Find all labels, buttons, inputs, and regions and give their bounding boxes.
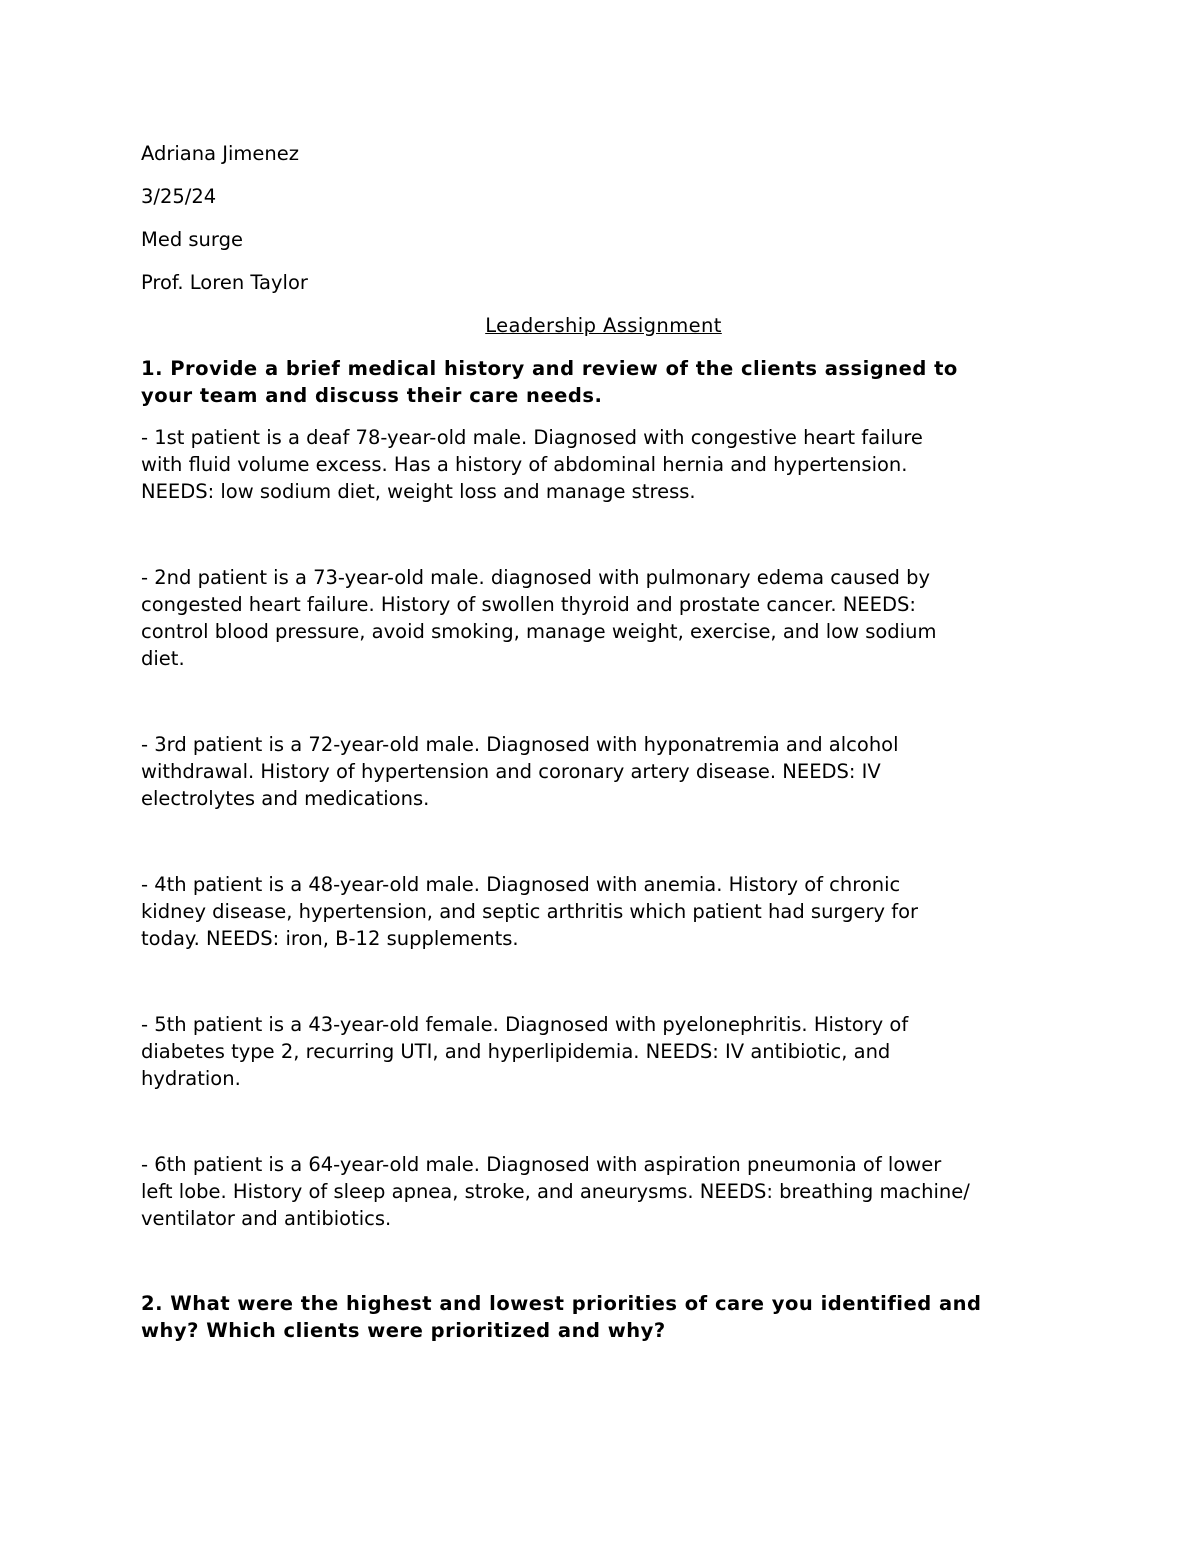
paragraph-line: hydration. [141,1067,241,1090]
patient-6-paragraph [141,1151,1066,1232]
paragraph-line: left lobe. History of sleep apnea, stroke, and aneurysms. NEEDS: breathing machine/ [141,1180,970,1203]
paragraph-line: diabetes type 2, recurring UTI, and hyperlipidemia. NEEDS: IV antibiotic, and [141,1040,891,1063]
paragraph-line: congested heart failure. History of swollen thyroid and prostate cancer. NEEDS: [141,593,916,616]
document-title: Leadership Assignment [485,314,722,337]
paragraph-line: - 4th patient is a 48-year-old male. Diagnosed with anemia. History of chronic [141,873,901,896]
paragraph-line: ventilator and antibiotics. [141,1207,392,1230]
course-name: Med surge [141,228,243,251]
paragraph-line: diet. [141,647,185,670]
question-2-line: 2. What were the highest and lowest priorities of care you identified and [141,1292,982,1315]
student-name: Adriana Jimenez [141,142,300,165]
patient-3-paragraph [141,731,1066,812]
paragraph-line: with fluid volume excess. Has a history of abdominal hernia and hypertension. [141,453,908,476]
paragraph-line: - 1st patient is a deaf 78-year-old male. Diagnosed with congestive heart failure [141,426,923,449]
professor-name: Prof. Loren Taylor [141,271,308,294]
paragraph-line: - 5th patient is a 43-year-old female. Diagnosed with pyelonephritis. History of [141,1013,909,1036]
patient-2-paragraph [141,564,1066,672]
question-1-line: your team and discuss their care needs. [141,384,603,407]
paragraph-line: NEEDS: low sodium diet, weight loss and manage stress. [141,480,696,503]
question-2 [141,1290,1066,1344]
paragraph-line: today. NEEDS: iron, B-12 supplements. [141,927,519,950]
paragraph-line: - 2nd patient is a 73-year-old male. diagnosed with pulmonary edema caused by [141,566,930,589]
patient-4-paragraph [141,871,1066,952]
patient-5-paragraph [141,1011,1066,1092]
paragraph-line: withdrawal. History of hypertension and coronary artery disease. NEEDS: IV [141,760,881,783]
question-1-line: 1. Provide a brief medical history and review of the clients assigned to [141,357,958,380]
question-1 [141,355,1066,409]
paragraph-line: control blood pressure, avoid smoking, manage weight, exercise, and low sodium [141,620,937,643]
question-2-line: why? Which clients were prioritized and why? [141,1319,666,1342]
paragraph-line: - 6th patient is a 64-year-old male. Diagnosed with aspiration pneumonia of lower [141,1153,942,1176]
document-page [141,140,1066,1359]
paragraph-line: electrolytes and medications. [141,787,430,810]
paragraph-line: kidney disease, hypertension, and septic arthritis which patient had surgery for [141,900,919,923]
assignment-date: 3/25/24 [141,185,217,208]
paragraph-line: - 3rd patient is a 72-year-old male. Diagnosed with hyponatremia and alcohol [141,733,899,756]
patient-1-paragraph [141,424,1066,505]
